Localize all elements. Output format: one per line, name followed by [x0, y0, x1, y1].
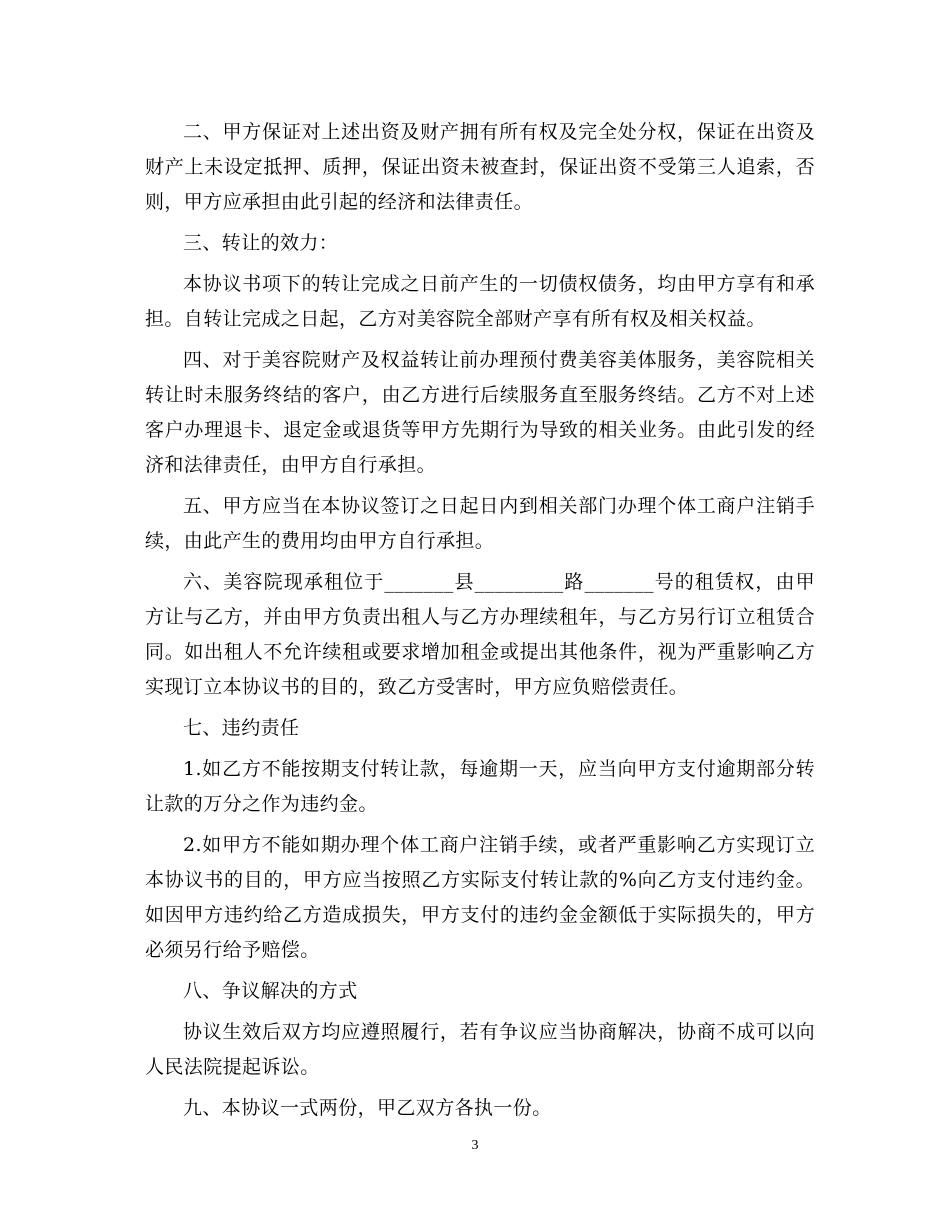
page-number: 3: [471, 1138, 479, 1153]
paragraph-debts: 本协议书项下的转让完成之日前产生的一切债权债务，均由甲方享有和承担。自转让完成之日起，乙方对美容院全部财产享有所有权及相关权益。: [145, 273, 815, 330]
heading-dispute-resolution: 八、争议解决的方式: [183, 980, 358, 1002]
paragraph-breach-party-a: 2.如甲方不能如期办理个体工商户注销手续，或者严重影响乙方实现订立本协议书的目的，甲方应当按照乙方实际支付转让款的%向乙方支付违约金。如因甲方违约给乙方造成损失，甲方支付的违约金金额低于实际损失的，甲方必须另行给予赔偿。: [145, 834, 815, 961]
paragraph-breach-party-b: 1.如乙方不能按期支付转让款，每逾期一天，应当向甲方支付逾期部分转让款的万分之作为违约金。: [145, 758, 815, 815]
paragraph-deregistration: 五、甲方应当在本协议签订之日起日内到相关部门办理个体工商户注销手续，由此产生的费用均由甲方自行承担。: [145, 495, 815, 552]
paragraph-copies: 九、本协议一式两份，甲乙双方各执一份。: [183, 1097, 552, 1119]
paragraph-lease: 六、美容院现承租位于_______县_________路_______号的租赁权，由甲方让与乙方，并由甲方负责出租人与乙方办理续租年，与乙方另行订立租赁合同。如出租人不允许续租或要求增加租金或提出其他条件，视为严重影响乙方实现订立本协议书的目的，致乙方受害时，甲方应负赔偿责任。: [145, 571, 815, 698]
paragraph-dispute: 协议生效后双方均应遵照履行，若有争议应当协商解决，协商不成可以向 人民法院提起诉讼。: [145, 1021, 815, 1078]
paragraph-ownership-guarantee: 二、甲方保证对上述出资及财产拥有所有权及完全处分权，保证在出资及财产上未设定抵押、质押，保证出资未被查封，保证出资不受第三人追索，否则，甲方应承担由此引起的经济和法律责任。: [145, 121, 815, 213]
heading-transfer-effect: 三、转让的效力：: [183, 232, 339, 254]
paragraph-prepaid-clients: 四、对于美容院财产及权益转让前办理预付费美容美体服务，美容院相关转让时未服务终结的客户，由乙方进行后续服务直至服务终结。乙方不对上述客户办理退卡、退定金或退货等甲方先期行为导致的相关业务。由此引发的经济和法律责任，由甲方自行承担。: [145, 349, 815, 476]
heading-breach-liability: 七、违约责任: [183, 717, 300, 739]
document-body: [145, 115, 815, 1132]
